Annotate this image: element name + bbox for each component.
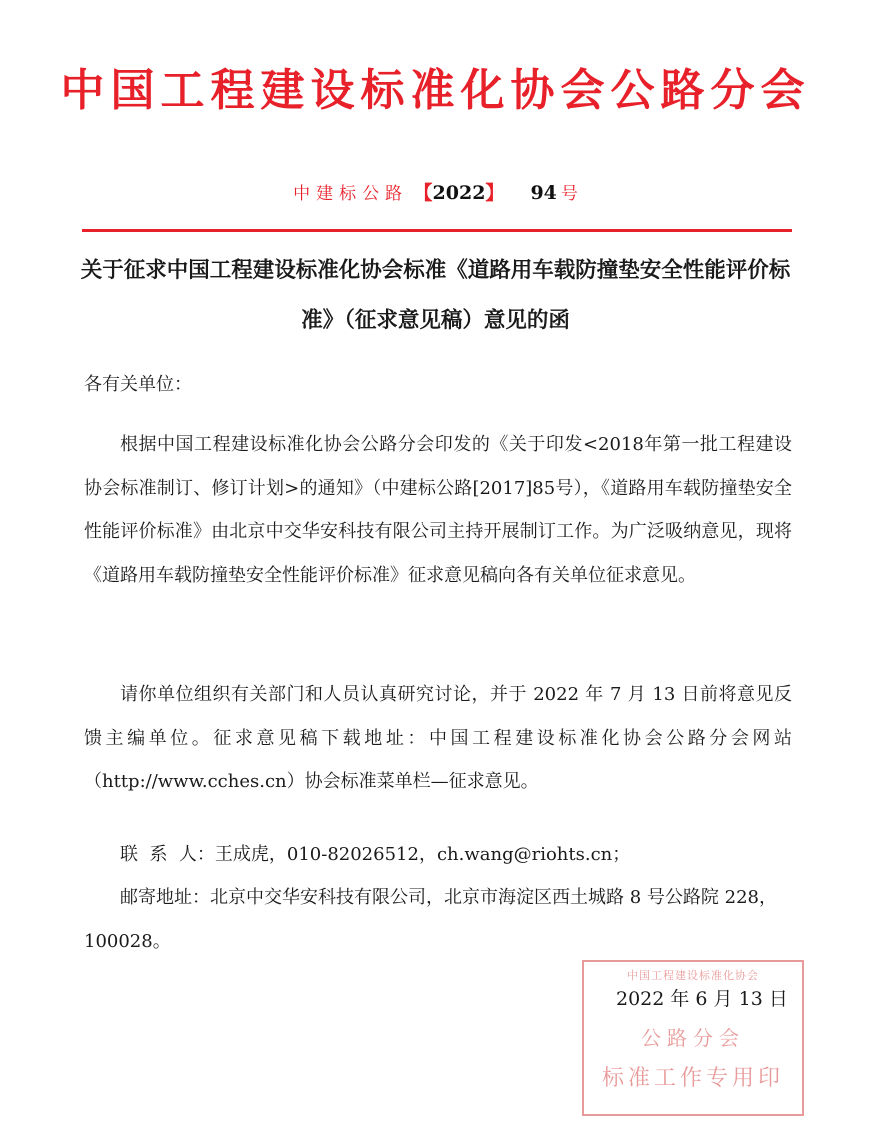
seal-middle-text: 公路分会 [641, 1026, 745, 1050]
seal-top-text: 中国工程建设标准化协会 [627, 969, 759, 982]
doc-number-suffix: 号 [560, 184, 578, 204]
doc-number-prefix: 中建标公路 [293, 184, 409, 204]
seal-bottom-text: 标准工作专用印 [601, 1066, 784, 1091]
doc-number-close-bracket: 】 [485, 182, 505, 204]
salutation: 各有关单位： [84, 374, 192, 395]
body-paragraph: 根据中国工程建设标准化协会公路分会印发的《关于印发<2018年第一批工程建设协会标准制订、修订计划>的通知》（中建标公路[2017]85号），《道路用车载防撞垫安全性能评价标准》由北京中交华安科技有限公司主持开展制订工作。为广泛吸纳意见，现将《道路用车载防撞垫安全性能评价标准》征求意见稿向各有关单位征求意见。 [84, 434, 792, 586]
letter-subject: 关于征求中国工程建设标准化协会标准《道路用车载防撞垫安全性能评价标准》（征求意见稿）意见的函 [80, 258, 791, 333]
letter-date: 2022 年 6 月 13 日 [616, 988, 788, 1010]
issuer-title: 中国工程建设标准化协会公路分会 [60, 65, 811, 116]
doc-number-year: 2022 [432, 182, 486, 204]
doc-number-value: 94 [530, 182, 557, 204]
mailing-address: 邮寄地址：北京中交华安科技有限公司，北京市海淀区西土城路 8 号公路院 228，100028。 [84, 887, 777, 952]
doc-number-open-bracket: 【 [413, 182, 433, 204]
body-paragraph: 请你单位组织有关部门和人员认真研究讨论，并于 2022 年 7 月 13 日前将意见反馈主编单位。征求意见稿下载地址：中国工程建设标准化协会公路分会网站（http://www.cches.cn）协会标准菜单栏—征求意见。 [84, 684, 792, 792]
contact-person: 联 系 人：王成虎，010-82026512，ch.wang@riohts.cn； [120, 844, 631, 865]
document-number [0, 178, 871, 209]
header-divider [82, 229, 792, 232]
